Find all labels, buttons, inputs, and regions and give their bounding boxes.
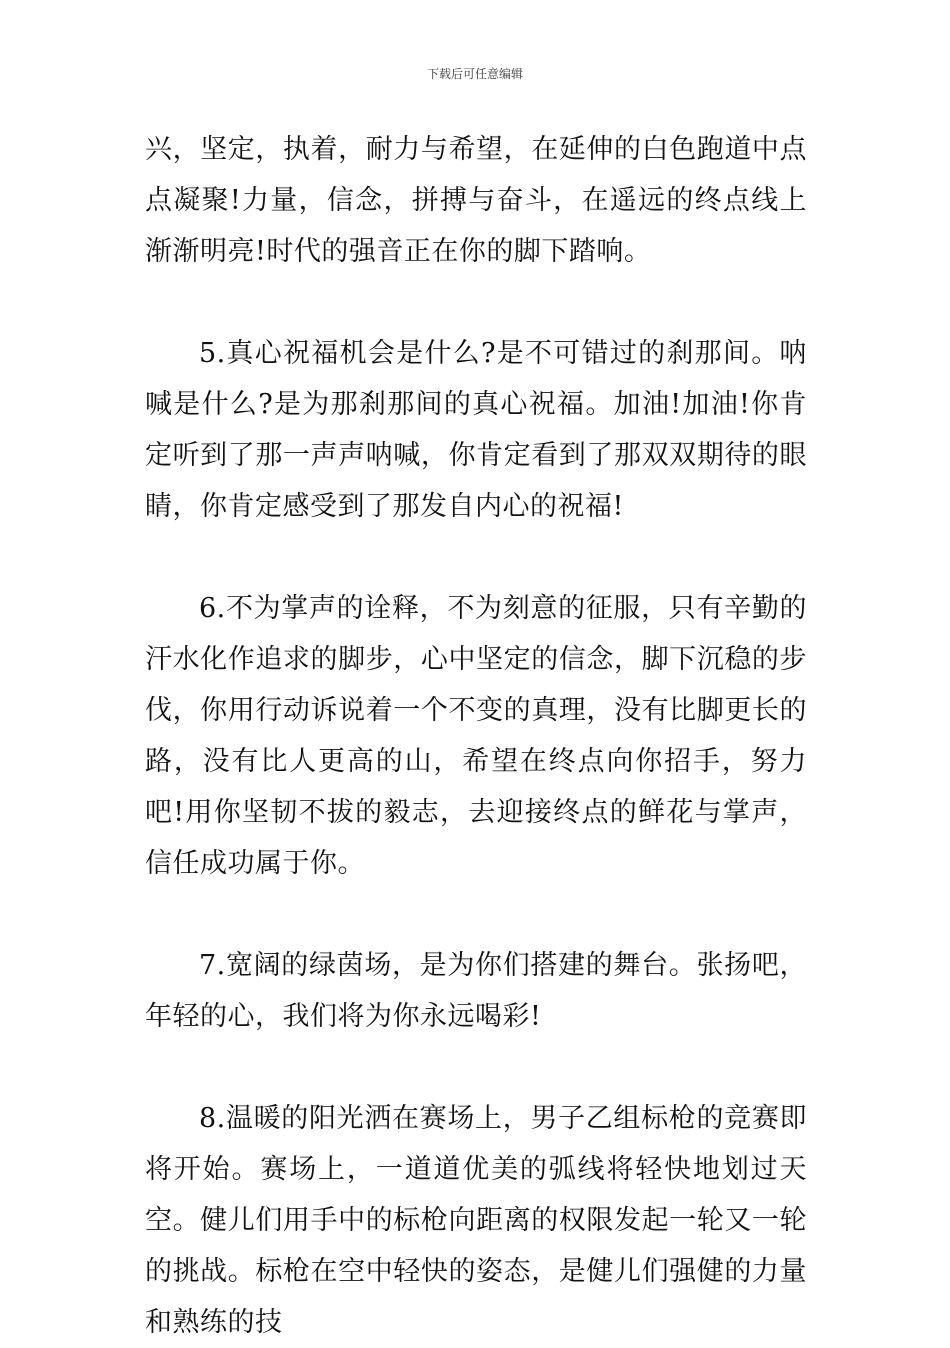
paragraph-item-6: 6.不为掌声的诠释，不为刻意的征服，只有辛勤的汗水化作追求的脚步，心中坚定的信念，脚下沉稳的步伐，你用行动诉说着一个不变的真理，没有比脚更长的路，没有比人更高的山，希望在终点向你招手，努力吧!用你坚韧不拔的毅志，去迎接终点的鲜花与掌声，信任成功属于你。 (145, 593, 807, 879)
paragraph-item-5: 5.真心祝福机会是什么?是不可错过的刹那间。呐喊是什么?是为那刹那间的真心祝福。加油!加油!你肯定听到了那一声声呐喊，你肯定看到了那双双期待的眼睛，你肯定感受到了那发自内心的祝福! (145, 338, 807, 522)
document-body (145, 124, 807, 1348)
paragraph-item-7: 7.宽阔的绿茵场，是为你们搭建的舞台。张扬吧，年轻的心，我们将为你永远喝彩! (145, 950, 807, 1032)
page-header: 下载后可任意编辑 (426, 67, 523, 81)
paragraph-spacer (145, 532, 807, 583)
paragraph-continuation: 兴，坚定，执着，耐力与希望，在延伸的白色跑道中点点凝聚!力量，信念，拼搏与奋斗，在遥远的终点线上渐渐明亮!时代的强音正在你的脚下踏响。 (145, 134, 807, 267)
paragraph-spacer (145, 277, 807, 328)
paragraph-spacer (145, 889, 807, 940)
paragraph-spacer (145, 1042, 807, 1093)
paragraph-item-8: 8.温暖的阳光洒在赛场上，男子乙组标枪的竞赛即将开始。赛场上，一道道优美的弧线将轻快地划过天空。健儿们用手中的标枪向距离的权限发起一轮又一轮的挑战。标枪在空中轻快的姿态，是健儿们强健的力量和熟练的技 (145, 1103, 807, 1338)
